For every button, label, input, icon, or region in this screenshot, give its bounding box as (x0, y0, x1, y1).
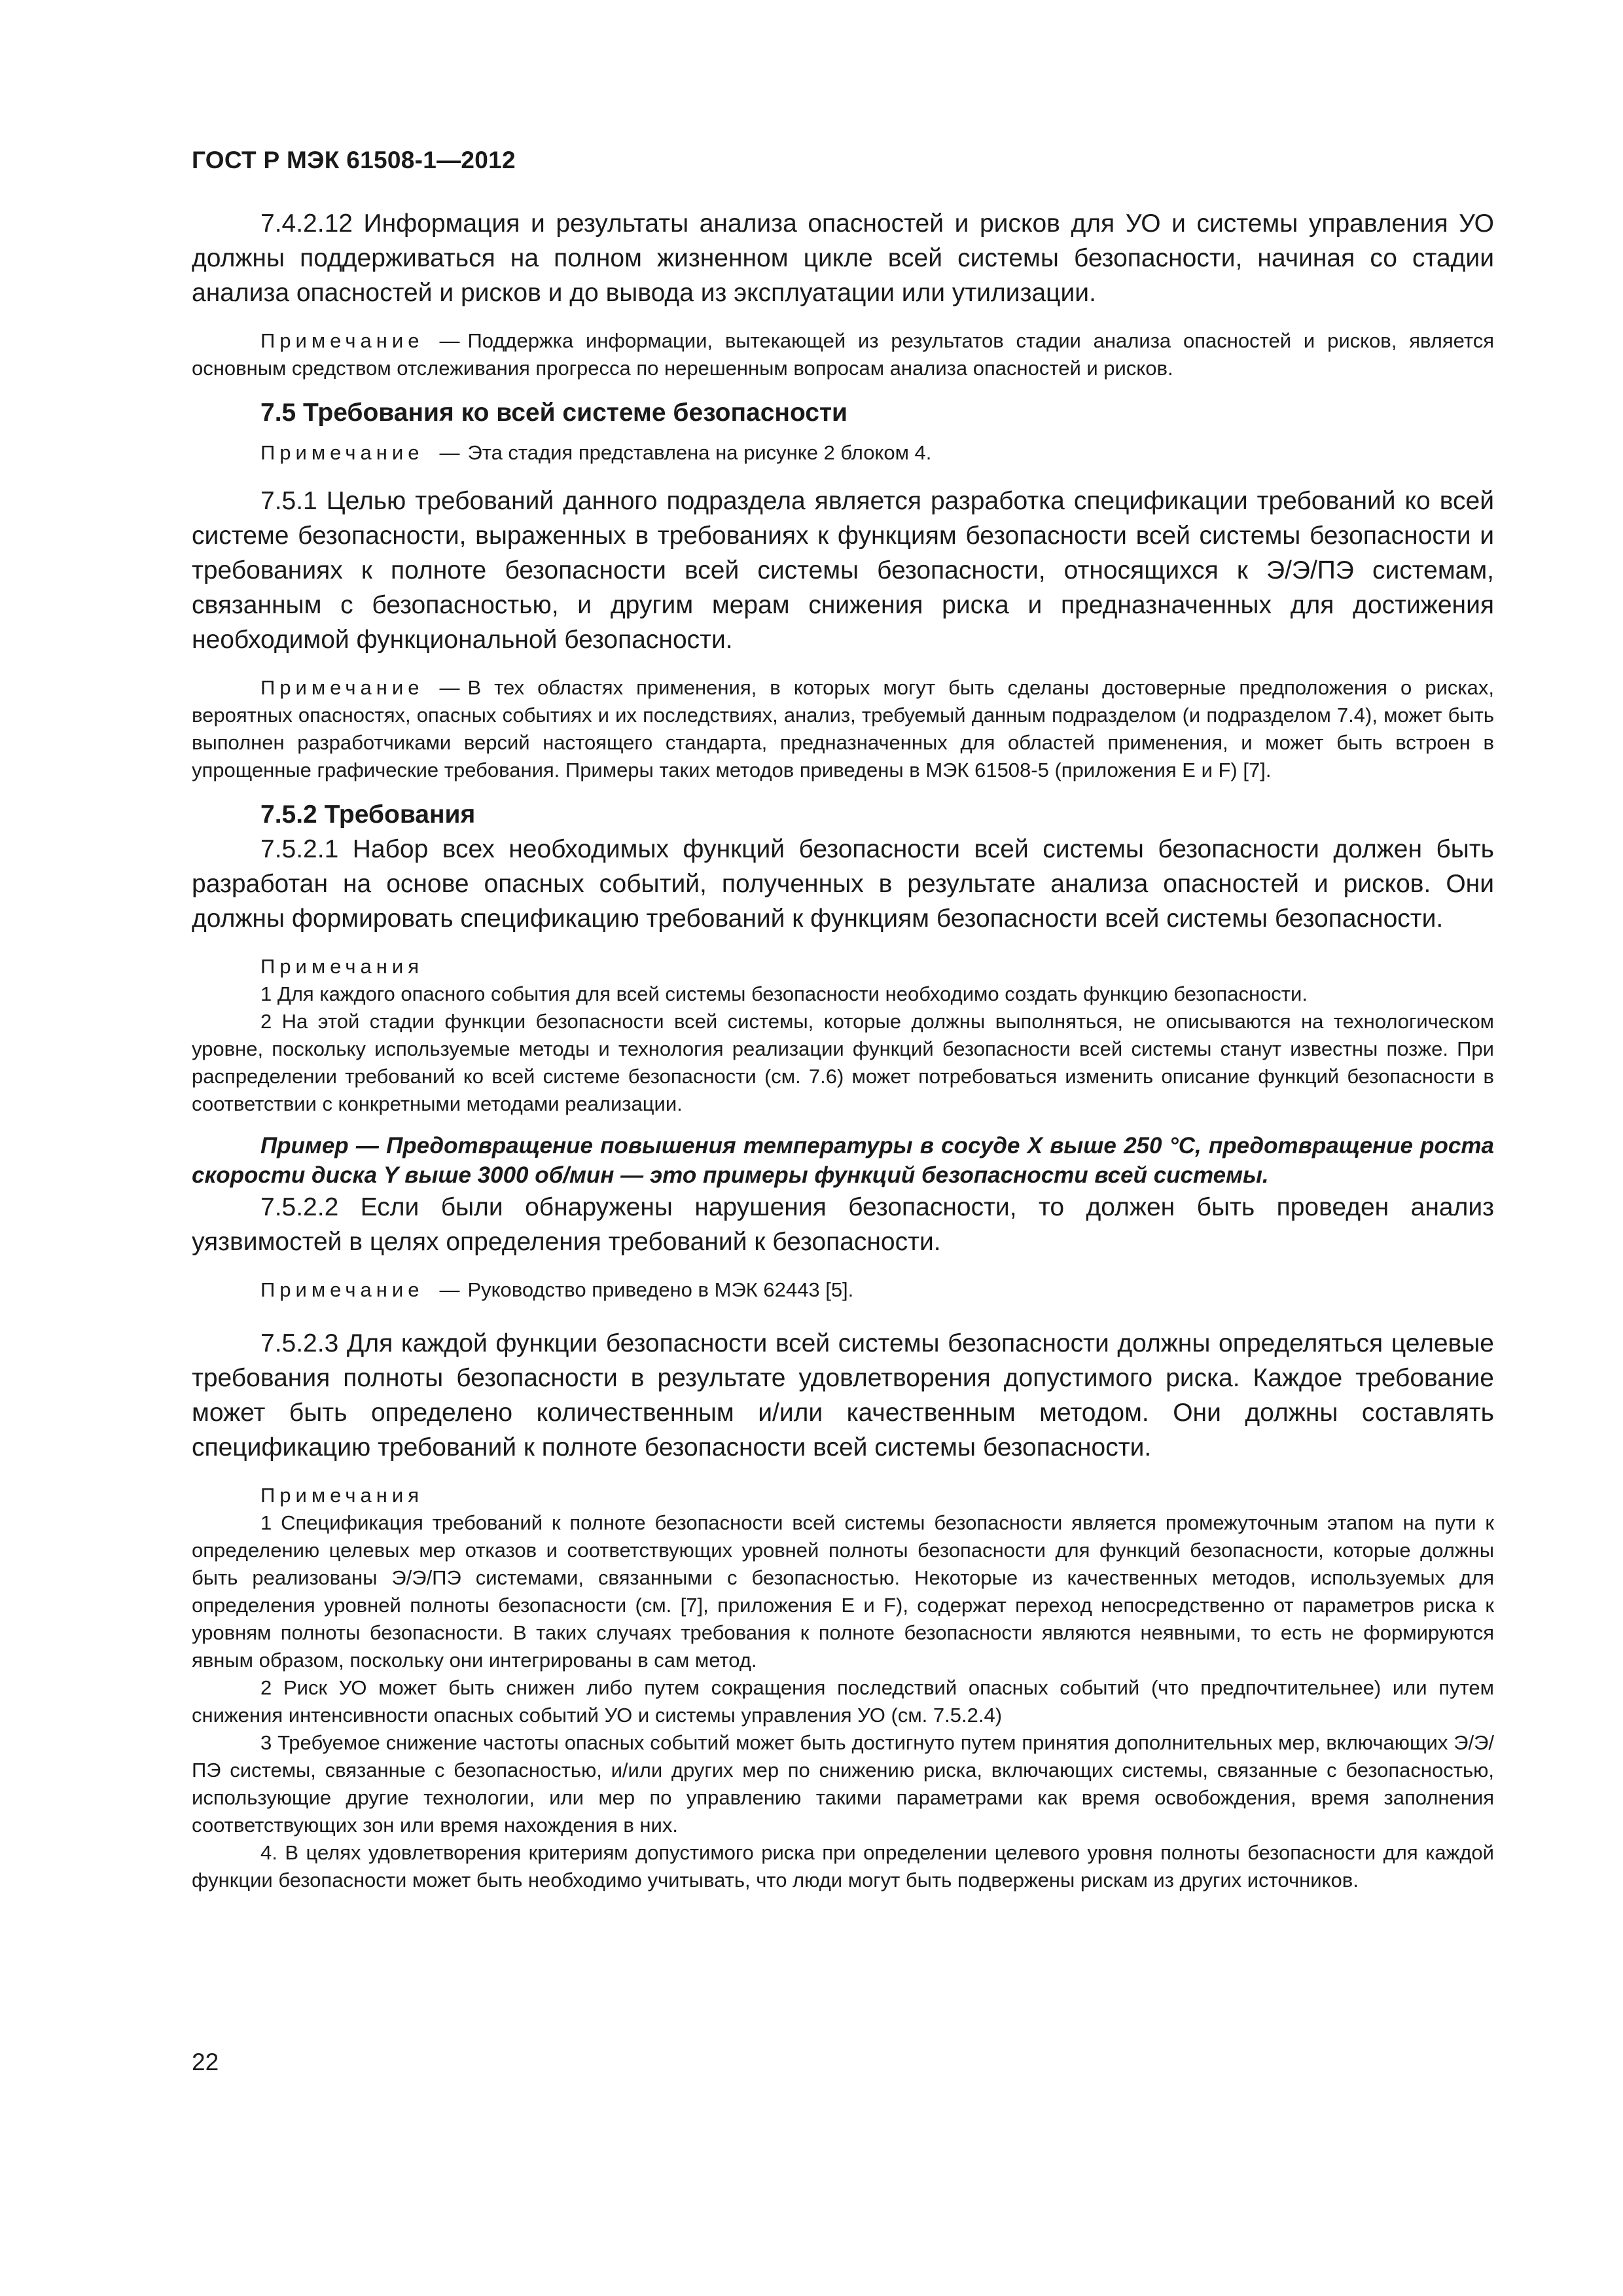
note-text: Эта стадия представлена на рисунке 2 блоком 4. (467, 441, 932, 464)
note-text: Руководство приведено в МЭК 62443 [5]. (467, 1278, 854, 1301)
note-label: Примечание (260, 676, 424, 699)
note-item: 1 Для каждого опасного события для всей системы безопасности необходимо создать функцию безопасности. (260, 982, 1308, 1005)
note-7-5-2-2 (192, 1276, 1494, 1304)
note-item: 1 Спецификация требований к полноте безопасности всей системы безопасности является промежуточным этапом на пути к определению целевых мер отказов и соответствующих уровней полноты безопасности для функций безопасности, которые должны быть реализованы Э/Э/ПЭ системами, связанными с безопасностью. Некоторые из качественных методов, используемых для определения уровней полноты безопасности (см. [7], приложения E и F), содержат переход непосредственно от параметров риска к уровням полноты безопасности. В таких случаях требования к полноте безопасности являются неявными, то есть не формируются явным образом, поскольку они интегрированы в сам метод. (192, 1511, 1494, 1672)
notes-heading (192, 953, 1494, 980)
clause-7-5-1: 7.5.1 Целью требований данного подраздела является разработка спецификации требований ко всей системе безопасности, выраженных в требованиях к функциям безопасности всей системы безопасности и требованиях к полноте безопасности всей системы безопасности, относящихся к Э/Э/ПЭ системам, связанным с безопасностью, и другим мерам снижения риска и предназначенных для достижения необходимой функциональной безопасности. (192, 487, 1494, 654)
note-dash: — (439, 1278, 460, 1301)
note-label: Примечание (260, 441, 424, 464)
note-dash: — (439, 441, 460, 464)
note-item: 3 Требуемое снижение частоты опасных событий может быть достигнуто путем принятия дополнительных мер, включающих Э/Э/ПЭ системы, связанные с безопасностью, и/или других мер по снижению риска, включающих системы, связанные с безопасностью, использующие другие технологии, или мер по управлению такими параметрами как время освобождения, время заполнения соответствующих зон или время нахождения в них. (192, 1731, 1494, 1837)
note-dash: — (439, 329, 460, 352)
note-label: Примечание (260, 329, 424, 352)
note-label: Примечание (260, 1278, 424, 1301)
note-7-5-1 (192, 674, 1494, 784)
clause-7-5-2-2: 7.5.2.2 Если были обнаружены нарушения безопасности, то должен быть проведен анализ уязвимостей в целях определения требований к безопасности. (192, 1193, 1494, 1256)
section-heading-7-5-2: 7.5.2 Требования (260, 800, 476, 829)
note-text: Поддержка информации, вытекающей из результатов стадии анализа опасностей и рисков, является основным средством отслеживания прогресса по нерешенным вопросам анализа опасностей и рисков. (192, 329, 1494, 380)
note-text: В тех областях применения, в которых могут быть сделаны достоверные предположения о рисках, вероятных опасностях, опасных событиях и их последствиях, анализ, требуемый данным подразделом (и подразделом 7.4), может быть выполнен разработчиками версий настоящего стандарта, предназначенных для областей применения, и может быть встроен в упрощенные графические требования. Примеры таких методов приведены в МЭК 61508-5 (приложения E и F) [7]. (192, 676, 1494, 781)
section-heading-7-5: 7.5 Требования ко всей системе безопасности (260, 399, 848, 427)
clause-7-5-2-1: 7.5.2.1 Набор всех необходимых функций безопасности всей системы безопасности должен быть разработан на основе опасных событий, полученных в результате анализа опасностей и рисков. Они должны формировать спецификацию требований к функциям безопасности всей системы безопасности. (192, 835, 1494, 933)
note-7-4-2-12 (192, 327, 1494, 382)
note-item: 2 Риск УО может быть снижен либо путем сокращения последствий опасных событий (что предпочтительнее) или путем снижения интенсивности опасных событий УО и системы управления УО (см. 7.5.2.4) (192, 1676, 1494, 1727)
example-paragraph: Пример — Предотвращение повышения температуры в сосуде X выше 250 °С, предотвращение роста скорости диска Y выше 3000 об/мин — это примеры функций безопасности всей системы. (192, 1133, 1494, 1188)
notes-label: Примечания (260, 955, 423, 978)
clause-7-5-2-3: 7.5.2.3 Для каждой функции безопасности всей системы безопасности должны определяться целевые требования полноты безопасности в результате удовлетворения допустимого риска. Каждое требование может быть определено количественным и/или качественным методом. Они должны составлять спецификацию требований к полноте безопасности всей системы безопасности. (192, 1329, 1494, 1462)
note-7-5 (192, 439, 1494, 467)
note-dash: — (439, 676, 460, 699)
page-number: 22 (192, 2049, 219, 2075)
document-code-header: ГОСТ Р МЭК 61508-1—2012 (192, 147, 516, 173)
document-page (192, 0, 1494, 2296)
clause-7-4-2-12: 7.4.2.12 Информация и результаты анализа опасностей и рисков для УО и системы управления УО должны поддерживаться на полном жизненном цикле всей системы безопасности, начиная со стадии анализа опасностей и рисков и до вывода из эксплуатации или утилизации. (192, 209, 1494, 307)
page-content (192, 206, 1494, 1894)
notes-label: Примечания (260, 1484, 423, 1507)
note-item: 4. В целях удовлетворения критериям допустимого риска при определении целевого уровня полноты безопасности для каждой функции безопасности может быть необходимо учитывать, что люди могут быть подвержены рискам из других источников. (192, 1841, 1494, 1892)
note-item: 2 На этой стадии функции безопасности всей системы, которые должны выполняться, не описываются на технологическом уровне, поскольку используемые методы и технология реализации функций безопасности всей системы станут известны позже. При распределении требований ко всей системе безопасности (см. 7.6) может потребоваться изменить описание функций безопасности в соответствии с конкретными методами реализации. (192, 1010, 1494, 1115)
notes-heading (192, 1482, 1494, 1509)
